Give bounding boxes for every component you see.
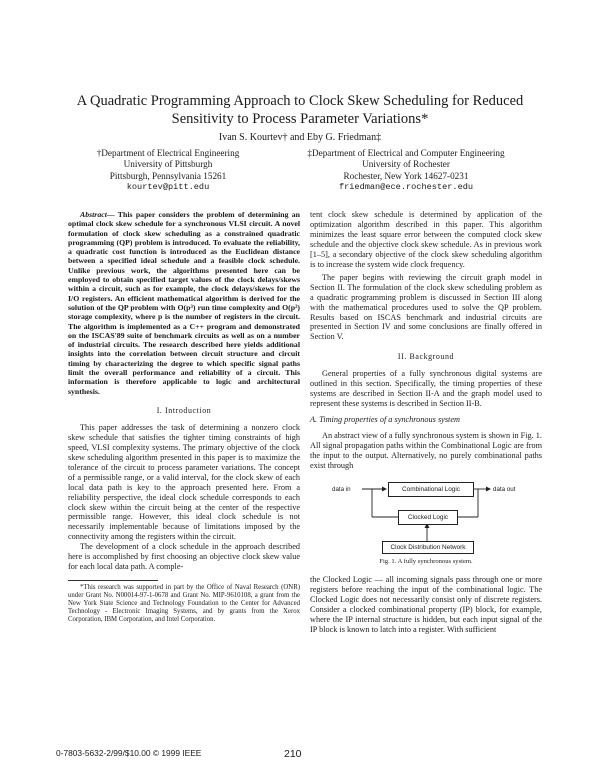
affiliation-city: Rochester, New York 14627-0231 [343,170,469,181]
abstract-label: Abstract [80,210,107,219]
left-column [68,210,300,624]
author-email: kourtev@pitt.edu [126,181,210,192]
body-paragraph: the Clocked Logic — all incoming signals pass through one or more registers before reaching the input of the combinational logic. The Clocked Logic does not necessarily consist only of discrete registers. Consider a clocked combinational property (IP) block, for example, where the IP internal structure is hidden, but each input signal of the IP block is known to latch into a register. With sufficient [310,574,542,634]
paper-title: A Quadratic Programming Approach to Clock Skew Scheduling for Reduced Sensitivity to Process Parameter Variations* [76,93,524,127]
affiliation-city: Pittsburgh, Pennsylvania 15261 [109,170,227,181]
intro-paragraph: The development of a clock schedule in the approach described here is accomplished by first choosing an objective clock skew value for each local data path. A comple- [68,542,300,572]
right-column [310,210,542,635]
intro-paragraph: This paper addresses the task of determining a nonzero clock skew schedule that satisfies the tighter timing constraints of high speed, VLSI complexity systems. The primary objective of the clock skew scheduling algorithm presented in this paper is to maximize the tolerance of the circuit to process parameter variations. The concept of a permissible range, or a valid interval, for the clock skew of each local data path is key to the approach presented here. From a reliability perspective, the ideal clock schedule corresponds to each clock skew within the circuit being at the center of the respective permissible range. However, this ideal clock schedule is not necessarily implementable because of limitations imposed by the connectivity among the registers within the circuit. [68,422,300,542]
data-in-arrowhead [382,486,387,491]
body-paragraph: An abstract view of a fully synchronous system is shown in Fig. 1. All signal propagation paths within the Combinational Logic are from the input to the output. Alternatively, no purely combinational paths exist through [310,431,542,470]
abstract-text: — This paper considers the problem of determining an optimal clock skew schedule for a synchronous VLSI circuit. A novel formulation of clock skew scheduling as a constrained quadratic programming (QP) problem is introduced. To evaluate the reliability, a quadratic cost function is introduced as the Euclidean distance between a specified ideal schedule and a feasible clock schedule. Unlike previous work, the algorithms presented here can be employed to obtain specified target values of the clock delays/skews within a circuit, such as for example, the clock delays/skews for the I/O registers. An efficient mathematical algorithm is derived for the solution of the QP problem with O(p³) run time complexity and O(p²) storage complexity, where p is the number of registers in the circuit. The algorithm is implemented as a C++ program and demonstrated on the ISCAS'89 suite of benchmark circuits as well as on a number of industrial circuits. The research described here yields additional insights into the correlation between circuit structure and circuit timing by characterizing the degree to which specific signal paths limit the overall performance and reliability of a circuit. This information is therefore applicable to logic and architectural synthesis. [68,210,300,396]
subsection-heading: A. Timing properties of a synchronous system [310,415,460,425]
abstract [68,210,300,396]
author-list: Ivan S. Kourtev† and Eby G. Friedman‡ [218,132,382,143]
figure-caption: Fig. 1. A fully synchronous system. [379,557,473,565]
body-paragraph: tent clock skew schedule is determined by application of the optimization algorithm described in this paper. This algorithm minimizes the least square error between the computed clock skew schedule and the objective clock skew schedule. As in previous work [1–5], a secondary objective of the clock skew scheduling algorithm is to increase the system wide clock frequency. [310,210,542,269]
page-number: 210 [284,748,302,760]
data-in-label: data in [332,485,351,493]
data-out-label: data out [493,485,516,493]
affiliation-dept: ‡Department of Electrical and Computer Engineering [307,148,505,158]
footnote: *This research was supported in part by the Office of Naval Research (ONR) under Grant No. N00014-97-1-0678 and Grant No. MIP-9610108, a grant from the New York State Science and Technology Foundation to the Center for Advanced Technology - Electronic Imaging Systems, and by grants from the Xerox Corporation, IBM Corporation, and Intel Corporation. [68,584,300,624]
clocked-logic-box: Clocked Logic [398,510,458,525]
clock-distribution-network-box: Clock Distribution Network [382,541,474,554]
figure-1-diagram [310,477,542,555]
affiliation-dept: †Department of Electrical Engineering [96,148,240,158]
affiliation-left [68,148,268,193]
section-heading-background: II. Background [397,352,455,362]
affiliation-university: University of Rochester [362,159,450,170]
footnote-divider [68,580,158,581]
section-heading-introduction: I. Introduction [156,405,212,415]
body-paragraph: The paper begins with reviewing the circuit graph model in Section II. The formulation of the clock skew scheduling problem as a quadratic programming problem is discussed in Section III along with the mathematical procedures used to solve the QP problem. Results based on ISCAS benchmark and industrial circuits are presented in Section IV and some conclusions are finally offered in Section V. [310,272,542,342]
isbn-copyright: 0-7803-5632-2/99/$10.00 © 1999 IEEE [56,748,202,758]
affiliation-university: University of Pittsburgh [123,159,213,170]
combinational-logic-box: Combinational Logic [388,482,474,497]
affiliation-right [262,148,550,193]
author-email: friedman@ece.rochester.edu [338,181,474,192]
body-paragraph: General properties of a fully synchronous digital systems are outlined in this section. Specifically, the timing properties of these systems are described in Section II-A and the graph model used to represent these systems is described in Section II-B. [310,369,542,409]
data-out-arrowhead [486,486,491,491]
